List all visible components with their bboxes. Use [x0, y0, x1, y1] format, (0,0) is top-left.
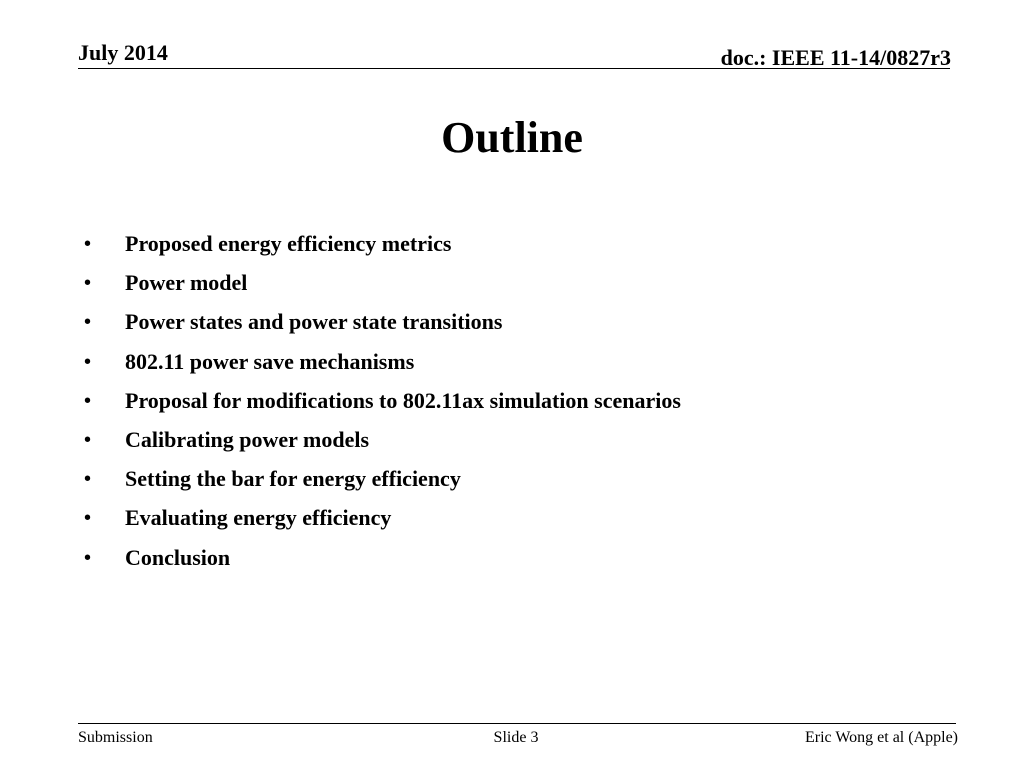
- outline-item-text: Power states and power state transitions: [125, 309, 503, 335]
- footer-author: Eric Wong et al (Apple): [804, 729, 958, 746]
- header-date: July 2014: [78, 40, 168, 65]
- outline-item-text: Evaluating energy efficiency: [125, 505, 392, 531]
- bullet-icon: •: [84, 468, 92, 491]
- footer-submission: Submission: [78, 729, 153, 746]
- outline-item-text: Setting the bar for energy efficiency: [125, 466, 461, 492]
- slide-title: Outline: [441, 113, 583, 162]
- header-divider: [78, 68, 950, 69]
- outline-item-text: Calibrating power models: [125, 426, 370, 452]
- bullet-icon: •: [84, 428, 92, 451]
- bullet-icon: •: [84, 233, 92, 255]
- bullet-icon: •: [84, 546, 92, 569]
- outline-item-text: Proposed energy efficiency metrics: [125, 231, 452, 256]
- footer-divider: [78, 723, 956, 724]
- outline-item-text: Conclusion: [125, 544, 231, 570]
- bullet-icon: •: [84, 272, 92, 295]
- bullet-icon: •: [84, 507, 92, 530]
- bullet-icon: •: [84, 389, 92, 412]
- header-doc-id: doc.: IEEE 11-14/0827r3: [720, 45, 951, 70]
- footer-slide-number: Slide 3: [493, 729, 539, 746]
- outline-item-text: Proposal for modifications to 802.11ax simulation scenarios: [125, 387, 681, 413]
- bullet-icon: •: [84, 311, 92, 334]
- outline-item-text: 802.11 power save mechanisms: [125, 348, 415, 374]
- bullet-icon: •: [84, 350, 92, 373]
- outline-item-text: Power model: [125, 270, 248, 296]
